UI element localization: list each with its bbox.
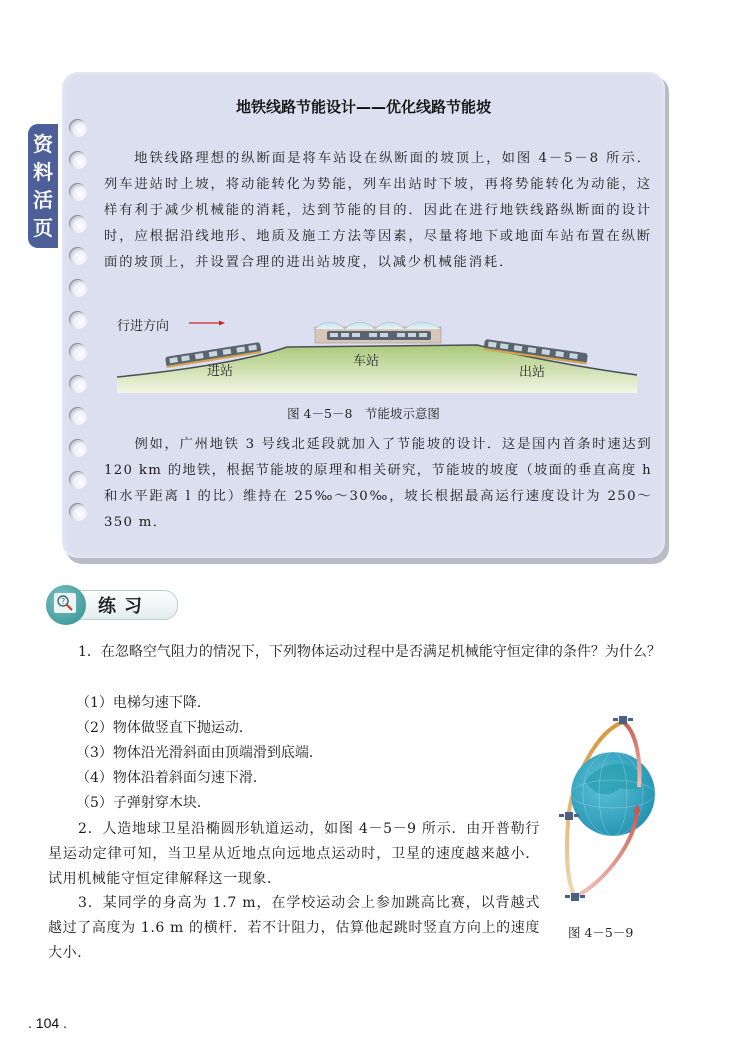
question-1-item: （3）物体沿光滑斜面由顶端滑到底端． xyxy=(76,745,323,761)
exit-station-label: 出站 xyxy=(519,365,546,380)
exercise-header-badge xyxy=(46,585,86,625)
info-box-title: 地铁线路节能设计——优化线路节能坡 xyxy=(235,98,491,116)
question-1-item: （2）物体做竖直下抛运动． xyxy=(76,720,253,736)
info-paragraph-1-text: 地铁线路理想的纵断面是将车站设在纵断面的坡顶上，如图 4－5－8 所示．列车进站时上坡，将动能转化为势能，列车出站时下坡，再将势能转化为动能，这样有利于减少机械能的消耗，达到节能的目的．因此在进行地铁线路纵断面的设计时，应根据沿线地形、地质及施工方法等因素，尽量将地下或地面车站布置在纵断面的坡顶上，并设置合理的进出站坡度，以减少机械能消耗． xyxy=(104,151,652,270)
figure-caption-4-5-9: 图 4－5－9 xyxy=(568,925,634,940)
binder-ring-icon xyxy=(70,152,87,169)
question-1-item: （4）物体沿着斜面匀速下滑． xyxy=(76,770,267,786)
station-label: 车站 xyxy=(353,354,380,369)
question-3 xyxy=(48,891,540,966)
question-1-item: （1）电梯匀速下降． xyxy=(76,695,211,711)
binder-ring-icon xyxy=(70,120,87,137)
binder-ring-icon xyxy=(70,280,87,297)
binder-ring-icon xyxy=(70,216,87,233)
binder-ring-icon xyxy=(70,440,87,457)
binder-ring-icon xyxy=(70,248,87,265)
binder-ring-icon xyxy=(70,344,87,361)
exercise-header xyxy=(46,585,176,625)
question-2 xyxy=(48,817,540,892)
side-tab-char: 料 xyxy=(33,160,53,184)
side-tab-char: 页 xyxy=(33,216,53,240)
question-2-text: 2．人造地球卫星沿椭圆形轨道运动，如图 4－5－9 所示．由开普勒行星运动定律可知，当卫星从近地点向远地点运动时，卫星的速度越来越小．试用机械能守恒定律解释这一现象． xyxy=(48,821,540,887)
binder-ring-icon xyxy=(70,184,87,201)
svg-text:?: ? xyxy=(61,597,66,606)
enter-station-label: 进站 xyxy=(207,364,234,379)
side-tab-resource-page xyxy=(28,124,58,248)
figure-caption-4-5-8: 图 4－5－8 节能坡示意图 xyxy=(287,406,440,421)
direction-label: 行进方向 xyxy=(117,319,170,334)
info-paragraph-1 xyxy=(104,146,652,276)
page-number: . 104 . xyxy=(28,1015,67,1031)
exercise-title: 练习 xyxy=(98,596,150,617)
binder-ring-icon xyxy=(70,504,87,521)
info-paragraph-2 xyxy=(104,432,652,536)
satellite-orbit-figure xyxy=(555,712,665,912)
question-1-item: （5）子弹射穿木块． xyxy=(76,795,211,811)
question-1-text: 1．在忽略空气阻力的情况下，下列物体运动过程中是否满足机械能守恒定律的条件？为什么？ xyxy=(78,644,661,660)
binder-ring-icon xyxy=(70,376,87,393)
energy-saving-slope-diagram xyxy=(117,313,637,393)
binder-ring-icon xyxy=(70,312,87,329)
info-paragraph-2-text: 例如，广州地铁 3 号线北延段就加入了节能坡的设计．这是国内首条时速达到 120 km 的地铁，根据节能坡的原理和相关研究，节能坡的坡度（坡面的垂直高度 h 和水平距离 l 的比）维持在 25‰～30‰，坡长根据最高运行速度设计为 250～350 m． xyxy=(104,437,652,530)
magnifier-question-icon xyxy=(54,593,76,613)
question-3-text: 3．某同学的身高为 1.7 m，在学校运动会上参加跳高比赛，以背越式越过了高度为 1.6 m 的横杆．若不计阻力，估算他起跳时竖直方向上的速度大小． xyxy=(48,895,540,961)
side-tab-char: 活 xyxy=(33,188,53,212)
earth-satellite-orbit-icon xyxy=(555,712,665,912)
side-tab-char: 资 xyxy=(33,132,53,156)
binder-ring-icon xyxy=(70,472,87,489)
question-1 xyxy=(48,640,684,665)
